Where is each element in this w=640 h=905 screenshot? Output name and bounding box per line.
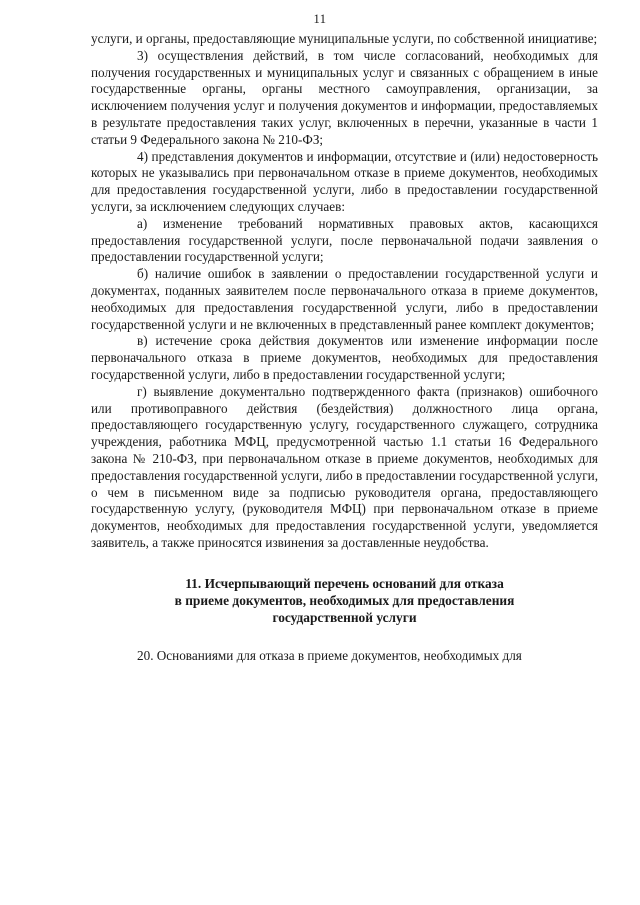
section-heading-line: в приеме документов, необходимых для предоставления [174,592,515,608]
paragraph-item-4: 4) представления документов и информации, отсутствие и (или) недостоверность которых не указывались при первоначальном отказе в приеме документов, необходимых для предоставления государственной услуги, либо в предоставлении государственной услуги, за исключением следующих случаев: [91,148,598,214]
paragraph-20: 20. Основаниями для отказа в приеме документов, необходимых для [137,647,522,663]
page-number: 11 [313,12,327,26]
section-heading-line: государственной услуги [272,609,417,625]
section-heading-line: 11. Исчерпывающий перечень оснований для отказа [185,575,504,591]
paragraph-continuation: услуги, и органы, предоставляющие муниципальные услуги, по собственной инициативе; [91,31,598,46]
paragraph-subitem-v: в) истечение срока действия документов или изменение информации после первоначального отказа в приеме документов, необходимых для предоставления государственной услуги, либо в предоставлении государственной услуги; [91,333,598,382]
paragraph-subitem-a: а) изменение требований нормативных правовых актов, касающихся предоставления государственной услуги, после первоначальной подачи заявления о предоставлении государственной услуги; [91,215,598,265]
paragraph-subitem-g: г) выявление документально подтвержденного факта (признаков) ошибочного или противоправного действия (бездействия) должностного лица органа, предоставляющего государственную услугу, государственного служащего, сотрудника учреждения, работника МФЦ, предусмотренной частью 1.1 статьи 16 Федерального закона № 210-ФЗ, при первоначальном отказе в приеме документов, необходимых для предоставления государственной услуги, либо в предоставлении государственной услуги, о чем в письменном виде за подписью руководителя органа, предоставляющего государственную услугу, (руководителя МФЦ) при первоначальном отказе в приеме документов, необходимых для предоставления государственной услуги, уведомляется заявитель, а также приносятся извинения за доставленные неудобства. [91,383,598,550]
section-heading [91,575,598,626]
paragraph-subitem-b: б) наличие ошибок в заявлении о предоставлении государственной услуги и документах, поданных заявителем после первоначального отказа в приеме документов, необходимых для предоставления государственной услуги, либо в предоставлении государственной услуги и не включенных в представленный ранее комплект документов; [91,266,598,332]
paragraph-item-3: 3) осуществления действий, в том числе согласований, необходимых для получения государственных и муниципальных услуг и связанных с обращением в иные государственные органы, органы местного самоуправления, организации, за исключением получения услуг и получения документов и информации, предоставляемых в результате предоставления таких услуг, включенных в перечни, указанные в части 1 статьи 9 Федерального закона № 210-ФЗ; [91,47,598,147]
document-body [91,31,598,665]
